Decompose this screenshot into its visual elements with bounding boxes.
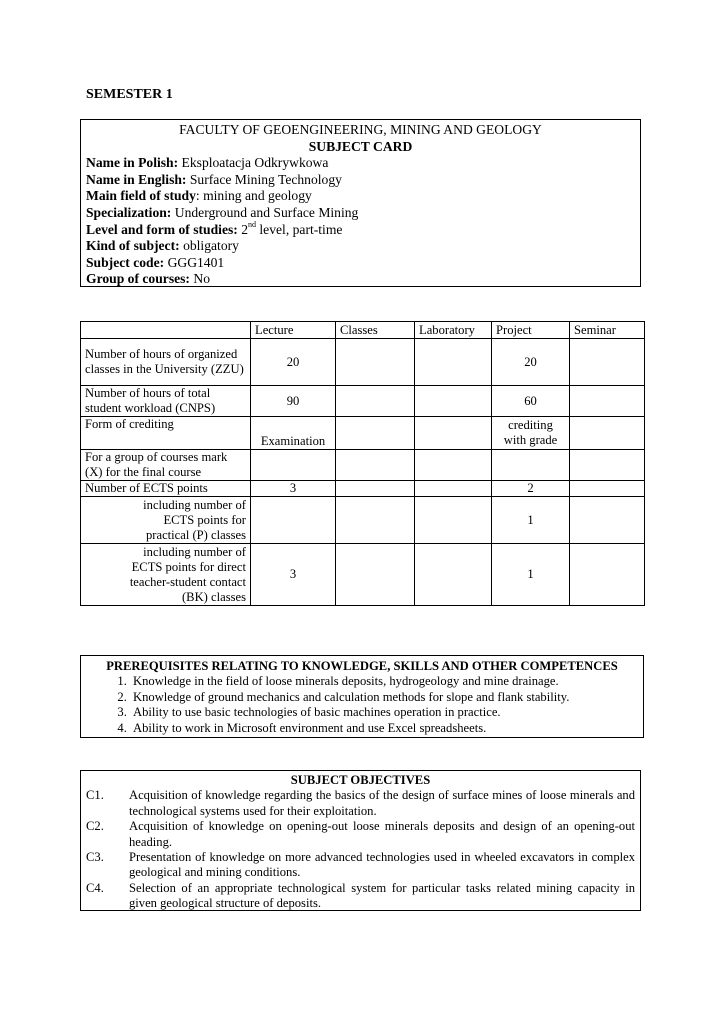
semester-heading: SEMESTER 1 xyxy=(86,87,173,102)
table-cell xyxy=(336,497,415,544)
table-cell xyxy=(570,450,645,481)
row-label: including number of ECTS points for practical (P) classes xyxy=(81,497,251,544)
objective-text: Selection of an appropriate technological system for particular tasks related mining capacity in given geological structure of deposits. xyxy=(129,880,635,911)
table-row xyxy=(81,497,645,544)
table-cell: 1 xyxy=(492,497,570,544)
card-title: SUBJECT CARD xyxy=(308,138,413,154)
prerequisites-title: PREREQUISITES RELATING TO KNOWLEDGE, SKILLS AND OTHER COMPETENCES xyxy=(106,659,618,673)
table-cell xyxy=(336,417,415,450)
table-cell xyxy=(415,417,492,450)
table-cell xyxy=(415,339,492,386)
header-cell: Seminar xyxy=(570,322,645,339)
table-cell: 90 xyxy=(251,386,336,417)
header-cell: Laboratory xyxy=(415,322,492,339)
table-cell xyxy=(570,497,645,544)
faculty-name: FACULTY OF GEOENGINEERING, MINING AND GEOLOGY xyxy=(179,122,542,137)
list-item: 4. Ability to work in Microsoft environment and use Excel spreadsheets. xyxy=(130,721,638,736)
table-cell xyxy=(336,481,415,497)
table-cell xyxy=(570,481,645,497)
table-cell xyxy=(336,339,415,386)
table-cell: 20 xyxy=(251,339,336,386)
field-value: : mining and geology xyxy=(195,188,312,204)
objective-item xyxy=(86,819,635,850)
table-row xyxy=(81,339,645,386)
kind-value: obligatory xyxy=(183,238,239,254)
name-polish-value: Eksploatacja Odkrywkowa xyxy=(181,155,329,171)
table-cell xyxy=(492,450,570,481)
table-cell: 3 xyxy=(251,481,336,497)
table-cell: 20 xyxy=(492,339,570,386)
objective-code: C2. xyxy=(86,819,104,834)
objective-item xyxy=(86,881,635,912)
table-cell xyxy=(570,339,645,386)
code-value: GGG1401 xyxy=(167,254,225,270)
table-cell: 2 xyxy=(492,481,570,497)
objective-code: C3. xyxy=(86,850,104,865)
objective-text: Acquisition of knowledge regarding the basics of the design of surface mines of loose minerals and technological systems used for their exploitation. xyxy=(129,788,635,818)
hours-table xyxy=(80,321,645,606)
name-polish-line: Name in Polish: Eksploatacja Odkrywkowa xyxy=(86,155,329,171)
row-label: Number of hours of total student workload (CNPS) xyxy=(81,386,251,417)
kind-line: Kind of subject: obligatory xyxy=(86,238,239,254)
table-cell xyxy=(415,497,492,544)
list-item: 3. Ability to use basic technologies of basic machines operation in practice. xyxy=(130,705,638,720)
specialization-value: Underground and Surface Mining xyxy=(174,204,359,220)
objective-code: C4. xyxy=(86,880,104,895)
header-cell xyxy=(81,322,251,339)
table-cell xyxy=(336,544,415,606)
group-line: Group of courses: No xyxy=(86,271,210,287)
field-line: Main field of study: mining and geology xyxy=(86,188,312,204)
objectives-box xyxy=(80,770,641,911)
table-cell: 3 xyxy=(251,544,336,606)
table-cell: 60 xyxy=(492,386,570,417)
row-label: Number of ECTS points xyxy=(81,481,251,497)
code-line: Subject code: GGG1401 xyxy=(86,254,225,270)
table-row xyxy=(81,450,645,481)
name-english-line: Name in English: Surface Mining Technology xyxy=(86,171,342,187)
objective-text: Presentation of knowledge on more advanced technologies used in wheeled excavators in complex geological and mining conditions. xyxy=(129,850,635,880)
group-value: No xyxy=(193,271,210,287)
row-label: For a group of courses mark (X) for the final course xyxy=(81,450,251,481)
table-row xyxy=(81,386,645,417)
name-english-value: Surface Mining Technology xyxy=(189,171,342,187)
objective-code: C1. xyxy=(86,788,104,803)
table-cell xyxy=(251,497,336,544)
row-label: Form of crediting xyxy=(81,417,251,450)
list-item: 2. Knowledge of ground mechanics and calculation methods for slope and flank stability. xyxy=(130,690,638,705)
table-header-row xyxy=(81,322,645,339)
level-value: level, part-time xyxy=(259,221,343,237)
table-cell xyxy=(570,386,645,417)
objective-text: Acquisition of knowledge on opening-out loose minerals deposits and design of an opening-out heading. xyxy=(129,819,635,849)
header-cell: Classes xyxy=(336,322,415,339)
header-cell: Project xyxy=(492,322,570,339)
table-cell xyxy=(336,386,415,417)
table-cell xyxy=(570,417,645,450)
table-row xyxy=(81,544,645,606)
table-cell xyxy=(415,544,492,606)
objective-item xyxy=(86,850,635,881)
prerequisites-list xyxy=(86,674,638,736)
subject-card xyxy=(80,119,641,287)
table-cell: crediting with grade xyxy=(492,417,570,450)
table-row xyxy=(81,417,645,450)
specialization-line: Specialization: Underground and Surface Mining xyxy=(86,204,359,220)
table-cell xyxy=(415,481,492,497)
level-line: Level and form of studies: 2nd level, part-time xyxy=(86,220,343,237)
table-cell xyxy=(251,450,336,481)
row-label: Number of hours of organized classes in the University (ZZU) xyxy=(81,339,251,386)
table-cell xyxy=(415,450,492,481)
objective-item xyxy=(86,788,635,819)
table-cell xyxy=(336,450,415,481)
table-cell xyxy=(415,386,492,417)
table-cell xyxy=(570,544,645,606)
row-label: including number of ECTS points for direct teacher-student contact (BK) classes xyxy=(81,544,251,606)
prerequisites-box xyxy=(80,655,644,738)
table-cell: 1 xyxy=(492,544,570,606)
table-row xyxy=(81,481,645,497)
objectives-title: SUBJECT OBJECTIVES xyxy=(290,773,431,787)
header-cell: Lecture xyxy=(251,322,336,339)
list-item: 1. Knowledge in the field of loose minerals deposits, hydrogeology and mine drainage. xyxy=(130,674,638,689)
table-cell: Examination xyxy=(251,417,336,450)
